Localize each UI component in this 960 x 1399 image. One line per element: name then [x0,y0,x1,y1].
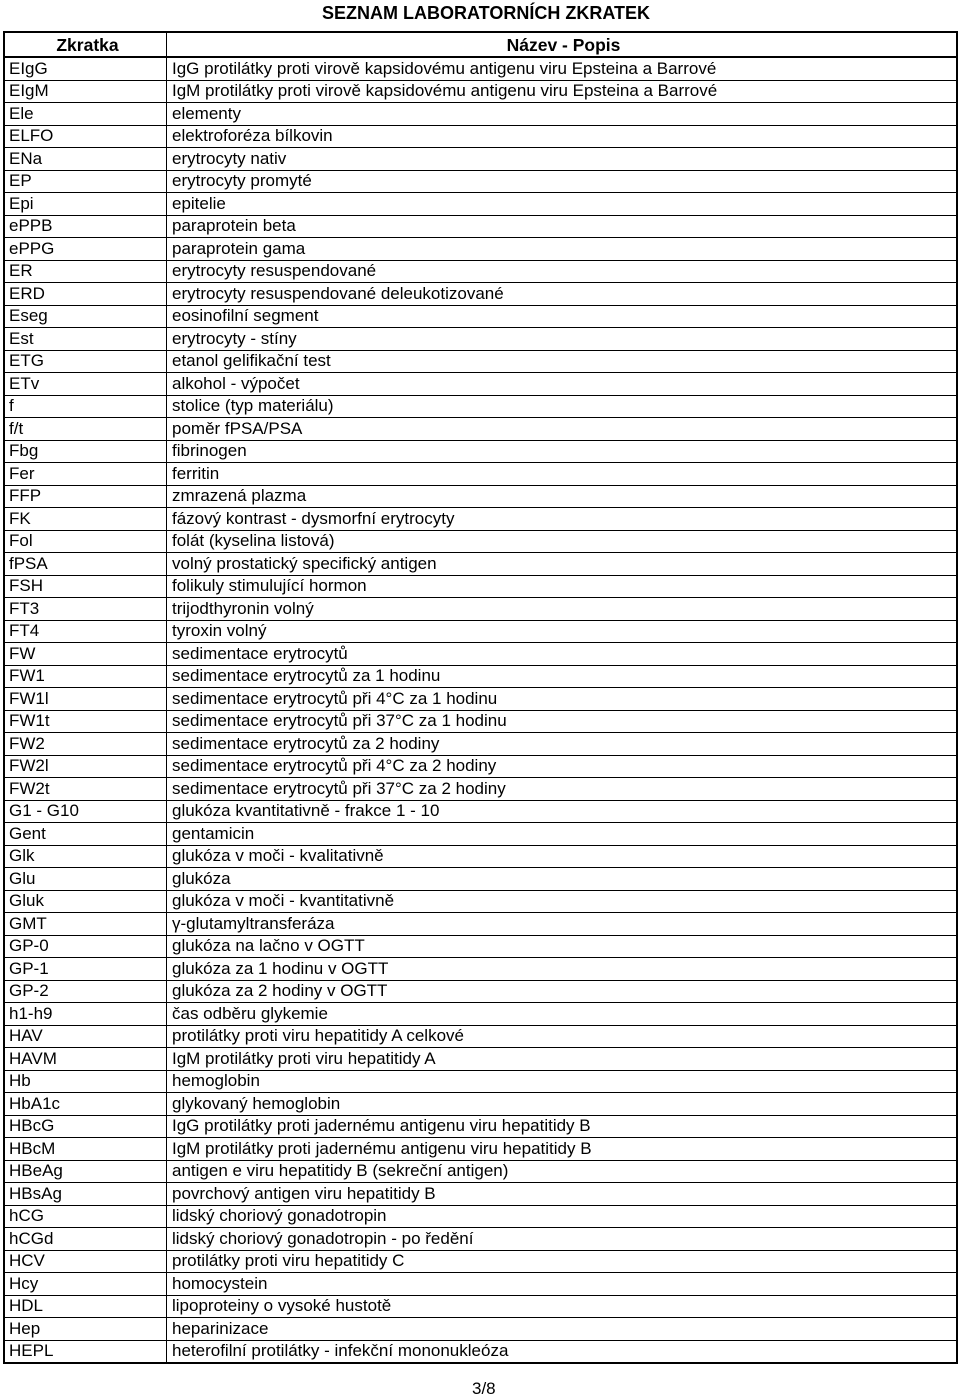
table-row [4,845,957,868]
abbreviation-description: paraprotein gama [167,238,958,261]
table-row [4,1340,957,1363]
abbreviation-description: IgM protilátky proti virově kapsidovému antigenu viru Epsteina a Barrové [167,80,958,103]
table-row [4,305,957,328]
table-row [4,980,957,1003]
abbreviation-code: FSH [4,575,167,598]
table-row [4,1160,957,1183]
abbreviation-description: sedimentace erytrocytů [167,643,958,666]
abbreviation-code: FK [4,508,167,531]
abbreviation-description: erytrocyty - stíny [167,328,958,351]
table-row [4,643,957,666]
table-row [4,463,957,486]
abbreviation-description: fibrinogen [167,440,958,463]
abbreviation-code: FW1t [4,710,167,733]
abbreviation-code: Est [4,328,167,351]
abbreviation-description: trijodthyronin volný [167,598,958,621]
table-row [4,530,957,553]
abbreviation-code: HEPL [4,1340,167,1363]
abbreviation-description: IgM protilátky proti jadernému antigenu viru hepatitidy B [167,1138,958,1161]
abbreviation-description: paraprotein beta [167,215,958,238]
table-row [4,958,957,981]
table-row [4,57,957,80]
header-description: Název - Popis [167,32,958,57]
abbreviation-code: HBsAg [4,1183,167,1206]
abbreviation-description: glykovaný hemoglobin [167,1093,958,1116]
abbreviation-code: Hb [4,1070,167,1093]
table-row [4,1250,957,1273]
abbreviation-code: HAV [4,1025,167,1048]
abbreviation-code: GP-0 [4,935,167,958]
abbreviation-code: h1-h9 [4,1003,167,1026]
table-row [4,215,957,238]
abbreviation-code: Glk [4,845,167,868]
table-row [4,890,957,913]
page-number: 3/8 [472,1379,496,1398]
table-row [4,350,957,373]
table-header-row [4,32,957,57]
abbreviation-description: erytrocyty resuspendované deleukotizované [167,283,958,306]
table-row [4,193,957,216]
abbreviation-description: lipoproteiny o vysoké hustotě [167,1295,958,1318]
abbreviation-code: FW1l [4,688,167,711]
abbreviation-description: lidský choriový gonadotropin [167,1205,958,1228]
abbreviation-code: ePPB [4,215,167,238]
abbreviation-code: Hep [4,1318,167,1341]
abbreviation-description: epitelie [167,193,958,216]
abbreviation-description: glukóza kvantitativně - frakce 1 - 10 [167,800,958,823]
table-row [4,1183,957,1206]
table-row [4,283,957,306]
abbreviation-description: hemoglobin [167,1070,958,1093]
abbreviation-code: hCGd [4,1228,167,1251]
abbreviation-description: antigen e viru hepatitidy B (sekreční antigen) [167,1160,958,1183]
abbreviation-code: ETv [4,373,167,396]
abbreviation-code: ENa [4,148,167,171]
abbreviation-description: elementy [167,103,958,126]
abbreviation-code: FW1 [4,665,167,688]
abbreviation-code: HAVM [4,1048,167,1071]
abbreviation-code: FW2l [4,755,167,778]
abbreviation-code: ERD [4,283,167,306]
abbreviation-code: EIgG [4,57,167,80]
abbreviation-description: volný prostatický specifický antigen [167,553,958,576]
table-row [4,328,957,351]
abbreviation-description: sedimentace erytrocytů při 37°C za 2 hodiny [167,778,958,801]
table-row [4,260,957,283]
table-row [4,778,957,801]
abbreviation-description: γ-glutamyltransferáza [167,913,958,936]
header-code: Zkratka [4,32,167,57]
table-row [4,1115,957,1138]
abbreviation-code: FW2t [4,778,167,801]
abbreviation-description: glukóza v moči - kvantitativně [167,890,958,913]
abbreviation-code: Glu [4,868,167,891]
abbreviation-description: glukóza za 1 hodinu v OGTT [167,958,958,981]
table-row [4,868,957,891]
table-row [4,1025,957,1048]
abbreviations-table [3,31,958,1364]
abbreviation-description: sedimentace erytrocytů při 4°C za 2 hodiny [167,755,958,778]
table-row [4,418,957,441]
abbreviation-description: IgG protilátky proti virově kapsidovému antigenu viru Epsteina a Barrové [167,57,958,80]
table-body [4,57,957,1363]
abbreviation-code: GP-2 [4,980,167,1003]
table-row [4,710,957,733]
abbreviation-code: G1 - G10 [4,800,167,823]
table-row [4,1205,957,1228]
table-row [4,688,957,711]
abbreviation-description: eosinofilní segment [167,305,958,328]
abbreviation-description: povrchový antigen viru hepatitidy B [167,1183,958,1206]
table-row [4,1228,957,1251]
abbreviation-code: FT4 [4,620,167,643]
abbreviation-code: f/t [4,418,167,441]
abbreviation-description: folát (kyselina listová) [167,530,958,553]
table-row [4,733,957,756]
abbreviation-code: Eseg [4,305,167,328]
abbreviation-description: sedimentace erytrocytů při 37°C za 1 hodinu [167,710,958,733]
abbreviation-description: heparinizace [167,1318,958,1341]
abbreviation-description: alkohol - výpočet [167,373,958,396]
abbreviation-description: IgM protilátky proti viru hepatitidy A [167,1048,958,1071]
abbreviation-description: sedimentace erytrocytů za 2 hodiny [167,733,958,756]
abbreviation-code: hCG [4,1205,167,1228]
abbreviation-description: folikuly stimulující hormon [167,575,958,598]
abbreviation-description: lidský choriový gonadotropin - po ředění [167,1228,958,1251]
abbreviation-code: fPSA [4,553,167,576]
abbreviation-description: čas odběru glykemie [167,1003,958,1026]
abbreviation-code: FFP [4,485,167,508]
abbreviation-code: Fbg [4,440,167,463]
table-row [4,1093,957,1116]
table-row [4,553,957,576]
abbreviation-description: protilátky proti viru hepatitidy C [167,1250,958,1273]
table-row [4,598,957,621]
table-row [4,373,957,396]
abbreviation-description: protilátky proti viru hepatitidy A celkové [167,1025,958,1048]
abbreviation-description: zmrazená plazma [167,485,958,508]
abbreviation-code: ETG [4,350,167,373]
table-row [4,800,957,823]
abbreviation-description: glukóza v moči - kvalitativně [167,845,958,868]
abbreviation-description: stolice (typ materiálu) [167,395,958,418]
abbreviation-description: heterofilní protilátky - infekční mononukleóza [167,1340,958,1363]
abbreviation-description: gentamicin [167,823,958,846]
table-row [4,620,957,643]
abbreviation-code: Epi [4,193,167,216]
abbreviation-description: glukóza na lačno v OGTT [167,935,958,958]
abbreviation-code: HCV [4,1250,167,1273]
table-row [4,913,957,936]
table-row [4,170,957,193]
table-row [4,575,957,598]
table-row [4,440,957,463]
table-row [4,238,957,261]
table-row [4,1273,957,1296]
abbreviation-code: Fer [4,463,167,486]
table-row [4,1048,957,1071]
document-title: SEZNAM LABORATORNÍCH ZKRATEK [322,3,650,23]
abbreviation-description: homocystein [167,1273,958,1296]
abbreviation-code: GP-1 [4,958,167,981]
table-row [4,125,957,148]
abbreviation-code: Gluk [4,890,167,913]
table-row [4,1138,957,1161]
table-row [4,1070,957,1093]
table-row [4,485,957,508]
abbreviation-code: Hcy [4,1273,167,1296]
table-row [4,395,957,418]
abbreviation-description: sedimentace erytrocytů za 1 hodinu [167,665,958,688]
table-row [4,1295,957,1318]
abbreviation-code: EP [4,170,167,193]
abbreviation-code: FW2 [4,733,167,756]
abbreviation-description: glukóza za 2 hodiny v OGTT [167,980,958,1003]
table-row [4,823,957,846]
abbreviation-code: EIgM [4,80,167,103]
table-row [4,508,957,531]
abbreviation-code: Fol [4,530,167,553]
abbreviation-code: ePPG [4,238,167,261]
abbreviation-code: HDL [4,1295,167,1318]
abbreviation-description: ferritin [167,463,958,486]
abbreviation-code: HBeAg [4,1160,167,1183]
abbreviation-description: erytrocyty nativ [167,148,958,171]
abbreviation-description: poměr fPSA/PSA [167,418,958,441]
table-row [4,103,957,126]
table-row [4,755,957,778]
abbreviation-description: elektroforéza bílkovin [167,125,958,148]
table-row [4,665,957,688]
abbreviation-code: ER [4,260,167,283]
abbreviation-description: etanol gelifikační test [167,350,958,373]
abbreviation-code: Ele [4,103,167,126]
abbreviation-code: Gent [4,823,167,846]
abbreviation-description: tyroxin volný [167,620,958,643]
table-row [4,80,957,103]
table-row [4,1318,957,1341]
abbreviation-description: sedimentace erytrocytů při 4°C za 1 hodinu [167,688,958,711]
abbreviation-description: erytrocyty promyté [167,170,958,193]
abbreviation-code: HbA1c [4,1093,167,1116]
table-row [4,935,957,958]
abbreviation-code: FW [4,643,167,666]
abbreviation-code: ELFO [4,125,167,148]
table-row [4,1003,957,1026]
abbreviation-description: IgG protilátky proti jadernému antigenu viru hepatitidy B [167,1115,958,1138]
abbreviation-description: erytrocyty resuspendované [167,260,958,283]
abbreviation-description: glukóza [167,868,958,891]
abbreviation-code: HBcG [4,1115,167,1138]
abbreviation-code: HBcM [4,1138,167,1161]
abbreviation-code: FT3 [4,598,167,621]
abbreviation-description: fázový kontrast - dysmorfní erytrocyty [167,508,958,531]
table-row [4,148,957,171]
abbreviation-code: f [4,395,167,418]
abbreviation-code: GMT [4,913,167,936]
